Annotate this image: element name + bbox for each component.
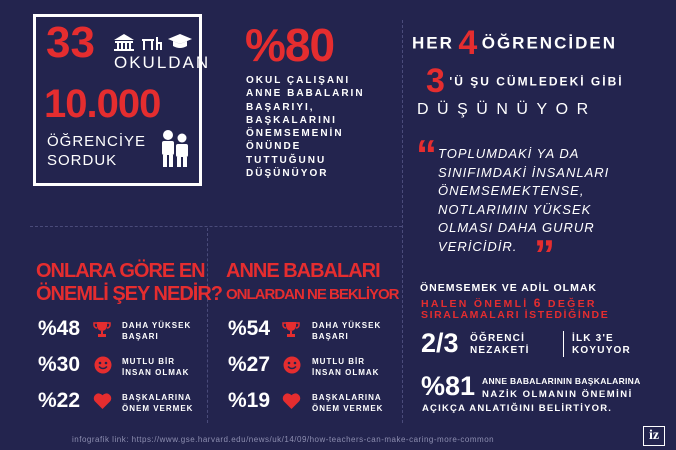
col1-title1: ONLARA GÖRE EN — [36, 260, 205, 282]
fraction-label-line1: ÖĞRENCİ — [470, 333, 526, 344]
fraction-divider — [563, 331, 564, 357]
trophy-icon — [93, 320, 111, 343]
col2-row-label-l1: BAŞKALARINA — [312, 393, 382, 402]
her-text: HER — [412, 33, 454, 53]
stat80-line: BAŞARIYI, — [246, 101, 315, 113]
col2-row-pct: %27 — [228, 353, 271, 376]
col1-title2: ÖNEMLİ ŞEY NEDİR? — [36, 283, 222, 305]
col2-title2: ONLARDAN NE BEKLİYOR — [226, 286, 399, 303]
stat80-line: ÖNÜNDE — [246, 141, 302, 153]
three-number: 3 — [426, 62, 445, 100]
survey-box — [33, 14, 211, 186]
col1-row-label — [122, 356, 189, 378]
stat80-percent: %80 — [245, 19, 335, 71]
col1-row-label — [122, 320, 191, 342]
stat80-line: BAŞKALARINI — [246, 114, 337, 126]
quote-line: SINIFIMDAKİ İNSANLARI — [438, 164, 610, 180]
school-building-icon — [112, 31, 196, 53]
fraction-two-thirds: 2/3 — [421, 328, 459, 358]
heart-icon — [282, 393, 301, 415]
smiley-icon — [283, 356, 301, 379]
col1-row-label-l1: DAHA YÜKSEK — [122, 321, 192, 330]
col1-row-label-l1: MUTLU BİR — [122, 357, 175, 366]
quote-line: NOTLARIMIN YÜKSEK — [438, 201, 592, 217]
col2-row-pct: %19 — [228, 389, 271, 412]
quote-line: OLMASI DAHA GURUR — [438, 220, 595, 235]
col2-row-label — [312, 320, 381, 342]
col1-row-pct: %30 — [38, 353, 81, 376]
fraction-right — [572, 333, 631, 357]
schools-number: 33 — [46, 18, 95, 67]
pct81-line1: ANNE BABALARININ BAŞKALARINA — [482, 376, 641, 386]
smiley-icon — [94, 356, 112, 379]
stat80-line: ANNE BABALARIN — [246, 88, 365, 100]
col2-row-label — [312, 392, 383, 414]
asked-line2: SORDUK — [47, 152, 118, 169]
footer-link[interactable]: infografik link: https://www.gse.harvard.edu/news/uk/14/09/how-teachers-can-make-caring-more-common — [72, 435, 495, 444]
logo-text: iz — [648, 428, 660, 443]
schools-label: OKULDAN — [114, 53, 211, 72]
col1-row-pct: %22 — [38, 389, 81, 412]
pct81-line2: NAZİK OLMANIN ÖNEMİNİ — [482, 389, 633, 400]
pct81-line3: AÇIKÇA ANLATIĞINI BELİRTİYOR. — [422, 403, 613, 414]
col2-row-label-l1: MUTLU BİR — [312, 357, 365, 366]
col1-row-label — [122, 392, 193, 414]
quote-line: VERİCİDİR. — [438, 238, 518, 254]
stat80-text — [246, 74, 396, 180]
stat80-line: ÖNEMSEMENİN — [246, 128, 344, 140]
stat80-line: OKUL ÇALIŞANI — [246, 75, 351, 86]
iz-logo — [643, 426, 665, 446]
stat80-line: DÜŞÜNÜYOR — [246, 168, 329, 180]
col2-row-label — [312, 356, 379, 378]
quote-open-mark: “ — [416, 131, 437, 178]
students-icon — [158, 129, 192, 174]
fraction-right-line1: İLK 3'E — [572, 333, 614, 344]
col1-row-label-l2: BAŞARI — [122, 332, 159, 341]
col2-row-label-l2: İNSAN OLMAK — [312, 368, 380, 377]
ogrenciden-text: ÖĞRENCİDEN — [481, 33, 617, 53]
right-header-line2 — [426, 62, 624, 101]
separator-horizontal — [30, 226, 402, 227]
apos-text: 'Ü ŞU CÜMLEDEKİ GİBİ — [449, 74, 624, 89]
people-icon — [158, 129, 192, 169]
values-sub2: SIRALAMALARI İSTEDİĞİNDE — [421, 309, 610, 321]
col1-row-label-l2: ÖNEM VERMEK — [122, 404, 194, 413]
stat80-line: TUTTUĞUNU — [246, 154, 327, 166]
col2-row-label-l2: BAŞARI — [312, 332, 349, 341]
col2-title1: ANNE BABALARI — [226, 260, 380, 282]
values-title: ÖNEMSEMEK VE ADİL OLMAK — [420, 282, 598, 294]
quote-close-mark: ” — [534, 231, 555, 278]
col1-row-label-l1: BAŞKALARINA — [122, 393, 192, 402]
dusunuyor-text: DÜŞÜNÜYOR — [417, 101, 597, 118]
col2-row-pct: %54 — [228, 317, 271, 340]
four-number: 4 — [458, 24, 478, 62]
right-header-line1 — [412, 24, 617, 63]
separator-vertical-right — [402, 20, 403, 423]
fraction-label — [470, 333, 530, 357]
heart-icon — [93, 393, 112, 415]
values-sub1: HALEN ÖNEMLİ 6 DEĞER — [421, 296, 597, 310]
asked-line1: ÖĞRENCİYE — [47, 133, 147, 150]
separator-vertical-left — [207, 228, 208, 423]
fraction-label-line2: NEZAKETİ — [470, 345, 530, 356]
col2-row-label-l2: ÖNEM VERMEK — [312, 404, 384, 413]
col2-row-label-l1: DAHA YÜKSEK — [312, 321, 382, 330]
col1-row-label-l2: İNSAN OLMAK — [122, 368, 190, 377]
quote-line: ÖNEMSEMEKTENSE, — [438, 183, 585, 198]
trophy-icon — [282, 320, 300, 343]
students-number: 10.000 — [44, 82, 161, 126]
pct81: %81 — [421, 371, 476, 401]
quote-line: TOPLUMDAKİ YA DA — [438, 146, 580, 161]
fraction-right-line2: KOYUYOR — [572, 345, 631, 356]
col1-row-pct: %48 — [38, 317, 81, 340]
school-icons — [112, 31, 196, 53]
